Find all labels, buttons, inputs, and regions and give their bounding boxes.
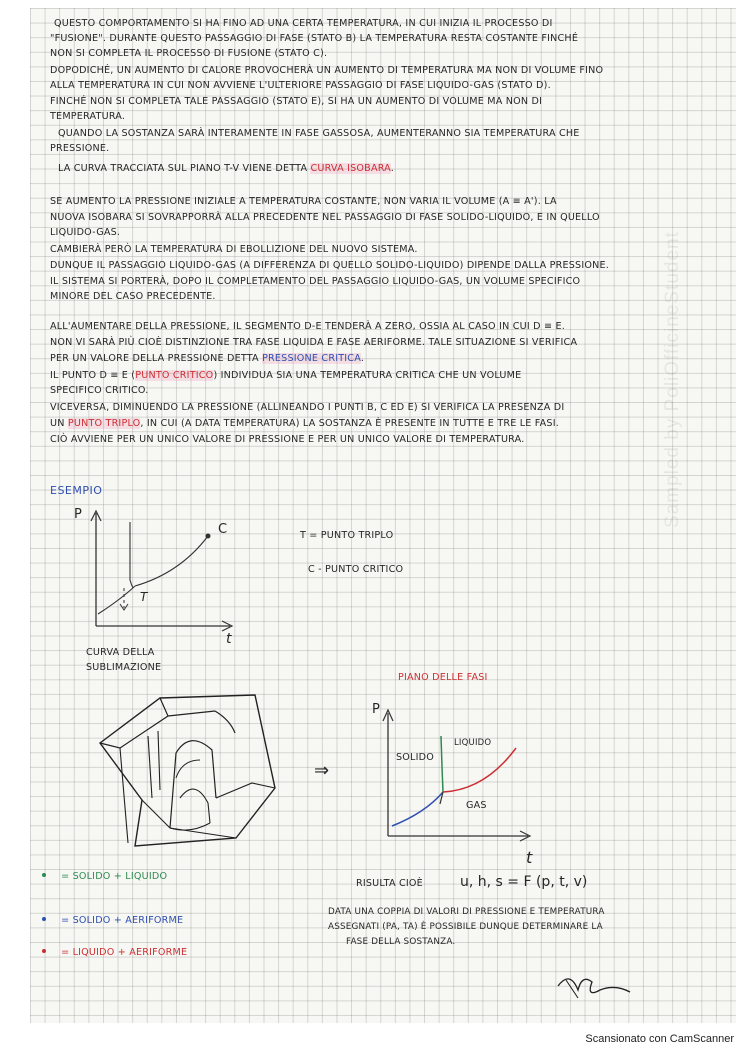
text-line: CIÒ AVVIENE PER UN UNICO VALORE DI PRESSIONE E PER UN UNICO VALORE DI TEMPERATURA. [50, 434, 525, 445]
sublimation-caption: SUBLIMAZIONE [86, 662, 162, 673]
esempio-title: ESEMPIO [50, 484, 103, 497]
text-line: MINORE DEL CASO PRECEDENTE. [50, 291, 216, 302]
signature [30, 8, 736, 1023]
text-span: , IN CUI (A DATA TEMPERATURA) LA SOSTANZA È PRESENTE IN TUTTE E TRE LE FASI. [140, 418, 559, 429]
phase-axis-p-label: P [372, 702, 380, 717]
legend-green-text: = SOLIDO + LIQUIDO [61, 871, 168, 882]
text-line: TEMPERATURA. [50, 111, 126, 122]
region-solid-label: SOLIDO [396, 752, 434, 763]
critical-point-legend: C - PUNTO CRITICO [308, 564, 404, 575]
text-span: IL PUNTO D ≡ E ( [50, 370, 136, 381]
text-line: QUANDO LA SOSTANZA SARÀ INTERAMENTE IN FASE GASSOSA, AUMENTERANNO SIA TEMPERATURA CHE [58, 128, 580, 139]
text-line: CAMBIERÀ PERÒ LA TEMPERATURA DI EBOLLIZIONE DEL NUOVO SISTEMA. [50, 244, 418, 255]
watermark: Sampled by PoliOfficineStudent [662, 231, 683, 528]
axis-p-label: P [74, 507, 82, 522]
text-span: LA CURVA TRACCIATA SUL PIANO T-V VIENE DETTA [58, 163, 308, 174]
point-c-label: C [218, 522, 228, 537]
text-line: SPECIFICO CRITICO. [50, 385, 149, 396]
text-line: LA CURVA TRACCIATA SUL PIANO T-V VIENE DETTA CURVA ISOBARA. [58, 163, 395, 174]
scanner-footer: Scansionato con CamScanner [585, 1033, 734, 1045]
text-line: FASE DELLA SOSTANZA. [346, 937, 456, 947]
text-line: VICEVERSA, DIMINUENDO LA PRESSIONE (ALLINEANDO I PUNTI B, C ED E) SI VERIFICA LA PRESENZA DI [50, 402, 565, 413]
text-line: NON SI COMPLETA IL PROCESSO DI FUSIONE (STATO C). [50, 48, 328, 59]
notebook-page [30, 8, 736, 1023]
text-line: ASSEGNATI (PA, TA) È POSSIBILE DUNQUE DETERMINARE LA [328, 922, 603, 932]
text-line: DOPODICHÉ, UN AUMENTO DI CALORE PROVOCHERÀ UN AUMENTO DI TEMPERATURA MA NON DI VOLUME FINO [50, 65, 604, 76]
sublimation-caption: CURVA DELLA [86, 647, 155, 658]
point-t-label: T [140, 590, 148, 604]
text-line: PRESSIONE. [50, 143, 110, 154]
phase-axis-t-label: t [526, 848, 533, 867]
result-label: RISULTA CIOÈ [356, 878, 423, 889]
punto-critico-term: PUNTO CRITICO [135, 370, 214, 381]
text-line: ALL'AUMENTARE DELLA PRESSIONE, IL SEGMENTO D-E TENDERÀ A ZERO, OSSIA AL CASO IN CUI D ≡ E. [50, 321, 565, 332]
text-line: QUESTO COMPORTAMENTO SI HA FINO AD UNA CERTA TEMPERATURA, IN CUI INIZIA IL PROCESSO DI [54, 18, 553, 29]
text-span: ) INDIVIDUA SIA UNA TEMPERATURA CRITICA CHE UN VOLUME [213, 370, 522, 381]
region-gas-label: GAS [466, 800, 487, 811]
legend-red-text: = LIQUIDO + AERIFORME [61, 947, 188, 958]
text-line: NON VI SARÀ PIÙ CIOÈ DISTINZIONE TRA FASE LIQUIDA E FASE AERIFORME. TALE SITUAZIONE SI VERIFICA [50, 337, 578, 348]
legend-blue-text: = SOLIDO + AERIFORME [61, 915, 184, 926]
triple-point-legend: T = PUNTO TRIPLO [300, 530, 394, 541]
text-line: LIQUIDO-GAS. [50, 227, 121, 238]
text-line: DATA UNA COPPIA DI VALORI DI PRESSIONE E TEMPERATURA [328, 907, 605, 917]
curva-isobara-term: CURVA ISOBARA [310, 163, 391, 174]
text-span: PER UN VALORE DELLA PRESSIONE DETTA [50, 353, 259, 364]
text-line: FINCHÉ NON SI COMPLETA TALE PASSAGGIO (STATO E), SI HA UN AUMENTO DI VOLUME MA NON DI [50, 96, 543, 107]
phase-diagram-title: PIANO DELLE FASI [398, 672, 488, 683]
axis-t-label: t [226, 631, 232, 647]
text-line: ALLA TEMPERATURA IN CUI NON AVVIENE L'ULTERIORE PASSAGGIO DI FASE LIQUIDO-GAS (STATO D). [50, 80, 551, 91]
punto-triplo-term: PUNTO TRIPLO [67, 418, 141, 429]
pressione-critica-term: PRESSIONE CRITICA [262, 353, 361, 364]
text-line: "FUSIONE". DURANTE QUESTO PASSAGGIO DI FASE (STATO B) LA TEMPERATURA RESTA COSTANTE FINCHÉ [50, 33, 579, 44]
result-formula: u, h, s = F (p, t, v) [460, 874, 588, 890]
text-line: PER UN VALORE DELLA PRESSIONE DETTA PRESSIONE CRITICA. [50, 353, 365, 364]
text-line: SE AUMENTO LA PRESSIONE INIZIALE A TEMPERATURA COSTANTE, NON VARIA IL VOLUME (A ≡ A'). LA [50, 196, 557, 207]
text-line: DUNQUE IL PASSAGGIO LIQUIDO-GAS (A DIFFERENZA DI QUELLO SOLIDO-LIQUIDO) DIPENDE DALLA PRESSIONE. [50, 260, 610, 271]
region-liquid-label: LIQUIDO [454, 738, 492, 748]
text-line: IL SISTEMA SI PORTERÀ, DOPO IL COMPLETAMENTO DEL PASSAGGIO LIQUIDO-GAS, UN VOLUME SPECIFICO [50, 276, 581, 287]
text-line: NUOVA ISOBARA SI SOVRAPPORRÀ ALLA PRECEDENTE NEL PASSAGGIO DI FASE SOLIDO-LIQUIDO, E IN QUELLO [50, 212, 600, 223]
text-span: UN [50, 418, 65, 429]
implies-arrow: ⇒ [314, 760, 330, 781]
